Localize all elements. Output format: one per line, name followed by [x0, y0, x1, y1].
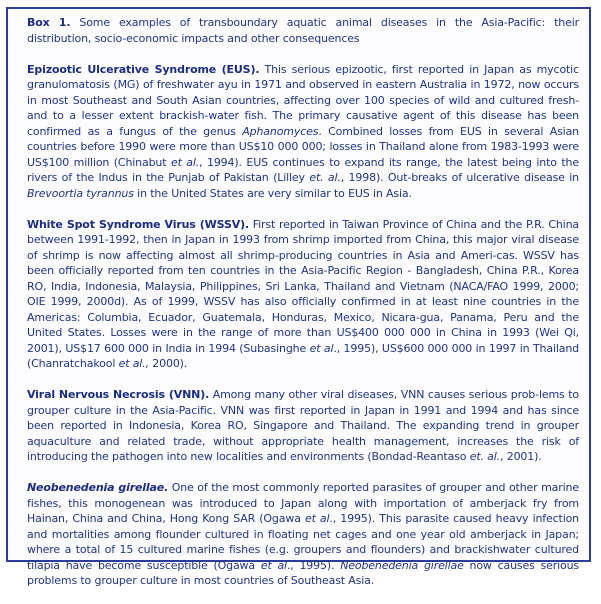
text-box: [6, 7, 591, 587]
italic-text: Brevoortia tyrannus: [27, 186, 134, 200]
italic-text: et al: [304, 512, 330, 525]
text: . Combined losses from EUS in several Asian countries before 1990 were more than US$10 000 000; losses in Thailand alone from 1983-1993 were US$100 million (Chinabut: [27, 124, 579, 169]
text: now causes serious problems to grouper culture in most countries of Southeast Asia.: [27, 558, 579, 587]
text: First reported in Taiwan Province of China and the P.R. China between 1991-1992, then in Japan in 1993 from shrimp imported from China, this major viral disease of shrimp is now affecting almost all shrimp-producing countries in Asia and Ameri-cas. WSSV has been officially reported from ten countries in the Asia-Pacific Region - Bangladesh, China P.R., Korea RO, India, Indonesia, Malaysia, Philippines, Sri Lanka, Thailand and Vietnam (NACA/FAO 1999, 2000; OIE 1999, 2000d). As of 1999, WSSV has also officially confirmed in at least nine countries in the Americas: Columbia, Ecuador, Guatemala, Honduras, Mexico, Nicara-gua, Panama, Peru and the United States. Losses were in the range of more than US$400 000 000 in China in 1993 (Wei Qi, 2001), US$17 600 000 in India in 1994 (Subasinghe: [27, 217, 580, 355]
box-title-text: Some examples of transboundary aquatic animal diseases in the Asia-Pacific: their distribution, socio-economic impacts and other consequences: [27, 16, 579, 45]
section-heading: White Spot Syndrome Virus (WSSV).: [27, 217, 249, 231]
section-vnn: [27, 387, 579, 465]
italic-text: Neobenedenia girellae: [340, 558, 464, 572]
text: , 1994). EUS continues to expand its range, the latest being into the rivers of the Indus in the Punjab of Pakistan (Lilley: [27, 155, 579, 184]
section-heading: Neobenedenia girellae.: [27, 481, 169, 494]
section-heading: Viral Nervous Necrosis (VNN).: [27, 388, 210, 401]
italic-text: et. al.: [309, 171, 341, 184]
italic-text: et al: [260, 558, 287, 572]
text: , 2001).: [500, 450, 542, 463]
text: , 1998). Out-breaks of ulcerative disease in: [340, 171, 579, 184]
section-eus: [27, 62, 579, 202]
italic-text: et al.,: [118, 357, 149, 370]
text: ., 1995). This parasite caused heavy infection and mortalities among flounder cultured in floating net cages and one year old amberjack in Japan; where a total of 15 cultured marine fishes (e.g. groupers and flounders) and brackishwater cultured tilapia have become susceptible (Ogawa: [27, 512, 580, 572]
section-neobenedenia: [27, 480, 579, 589]
italic-text: et al.: [170, 155, 200, 169]
text: in the United States are very similar to EUS in Asia.: [133, 186, 412, 200]
box-content: [27, 15, 579, 604]
text: This serious epizootic, first reported in Japan as mycotic granulomatosis (MG) of freshwater ayu in 1971 and observed in eastern Australia in 1972, now occurs in most Southeast and South Asian countries, affecting over 100 species of wild and cultured fresh- and to a lesser extent brackish-water fish. The primary causative agent of this disease has been confirmed as a fungus of the genus: [27, 62, 579, 138]
box-title: [27, 15, 579, 46]
italic-text: Aphanomyces: [242, 124, 319, 138]
text: Among many other viral diseases, VNN causes serious prob-lems to grouper culture in the Asia-Pacific. VNN was first reported in Japan in 1991 and 1994 and has since been reported in Indonesia, Korea RO, Singapore and Thailand. The expanding trend in grouper aquaculture and related trade, without appropriate health management, increases the risk of introducing the pathogen into new localities and environments (Bondad-Reantaso: [27, 388, 579, 463]
text: 2000).: [148, 357, 188, 370]
italic-text: et al: [309, 341, 334, 355]
section-wssv: [27, 217, 579, 372]
text: One of the most commonly reported parasites of grouper and other marine fishes, this monogenean was introduced to Japan along with importation of amberjack fry from Hainan, China and China, Hong Kong SAR (Ogawa: [27, 481, 579, 525]
text: ., 1995).: [286, 558, 341, 572]
italic-text: et. al.: [469, 450, 501, 463]
section-heading: Epizootic Ulcerative Syndrome (EUS).: [27, 62, 260, 76]
text: ., 1995), US$600 000 000 in 1997 in Thailand (Chanratchakool: [27, 341, 579, 370]
box-label: Box 1.: [27, 16, 71, 29]
